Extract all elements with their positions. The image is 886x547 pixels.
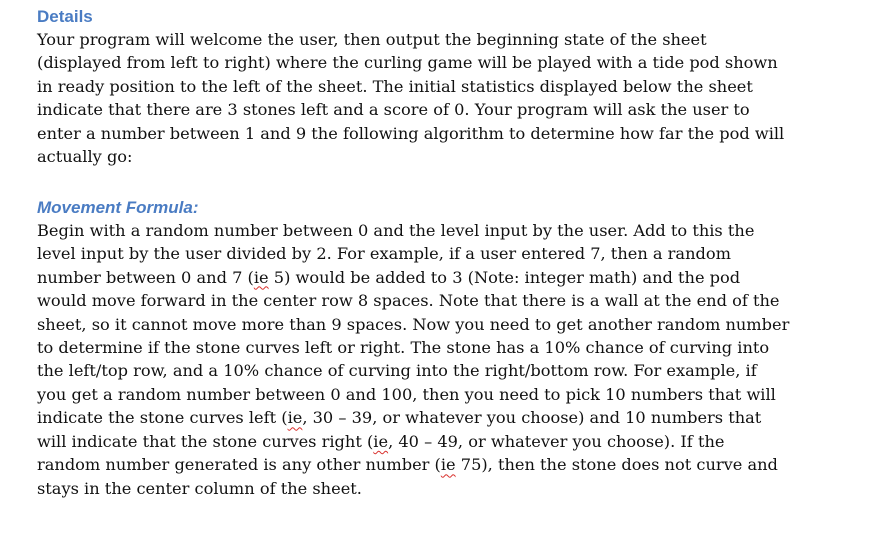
details-paragraph (37, 28, 837, 169)
formula-line-8: you get a random number between 0 and 100, then you need to pick 10 numbers that will (37, 384, 776, 404)
details-line-3: in ready position to the left of the sheet. The initial statistics displayed below the sheet (37, 76, 753, 96)
formula-line-10-post: , 40 – 49, or whatever you choose). If the (388, 431, 725, 451)
formula-line-10 (37, 430, 837, 453)
formula-line-3-pre: number between 0 and 7 ( (37, 267, 254, 287)
details-line-1: Your program will welcome the user, then output the beginning state of the sheet (37, 30, 707, 49)
formula-line-12: stays in the center column of the sheet. (37, 478, 362, 498)
formula-line-9-pre: indicate the stone curves left ( (37, 408, 288, 428)
section-spacer (37, 169, 837, 197)
document-body (37, 6, 837, 500)
formula-line-3 (37, 266, 837, 289)
formula-line-11 (37, 453, 837, 476)
details-heading: Details (37, 7, 93, 26)
spellcheck-word-ie[interactable]: ie (373, 431, 389, 451)
details-line-2: (displayed from left to right) where the curling game will be played with a tide pod shown (37, 53, 778, 73)
formula-line-9-post: , 30 – 39, or whatever you choose) and 10 numbers that (302, 408, 762, 428)
movement-formula-paragraph (37, 219, 837, 500)
spellcheck-word-ie[interactable]: ie (440, 455, 456, 475)
details-line-5: enter a number between 1 and 9 the following algorithm to determine how far the pod will (37, 123, 785, 143)
formula-line-11-post: 75), then the stone does not curve and (455, 455, 778, 475)
formula-line-7: the left/top row, and a 10% chance of curving into the right/bottom row. For example, if (37, 361, 757, 381)
formula-line-1: Begin with a random number between 0 and the level input by the user. Add to this the (37, 220, 755, 240)
details-line-6: actually go: (37, 147, 133, 167)
details-line-4: indicate that there are 3 stones left and a score of 0. Your program will ask the user to (37, 100, 750, 120)
formula-line-10-pre: will indicate that the stone curves right ( (37, 431, 374, 451)
spellcheck-word-ie[interactable]: ie (253, 267, 269, 287)
formula-line-6: to determine if the stone curves left or right. The stone has a 10% chance of curving into (37, 337, 770, 357)
formula-line-4: would move forward in the center row 8 spaces. Note that there is a wall at the end of the (37, 291, 780, 311)
formula-line-5: sheet, so it cannot move more than 9 spaces. Now you need to get another random number (37, 314, 790, 334)
formula-line-3-post: 5) would be added to 3 (Note: integer math) and the pod (268, 267, 741, 287)
formula-line-9 (37, 406, 837, 429)
formula-line-2: level input by the user divided by 2. For example, if a user entered 7, then a random (37, 244, 731, 264)
spellcheck-word-ie[interactable]: ie (287, 408, 303, 428)
formula-line-11-pre: random number generated is any other number ( (37, 455, 441, 475)
movement-formula-heading: Movement Formula: (37, 197, 199, 217)
